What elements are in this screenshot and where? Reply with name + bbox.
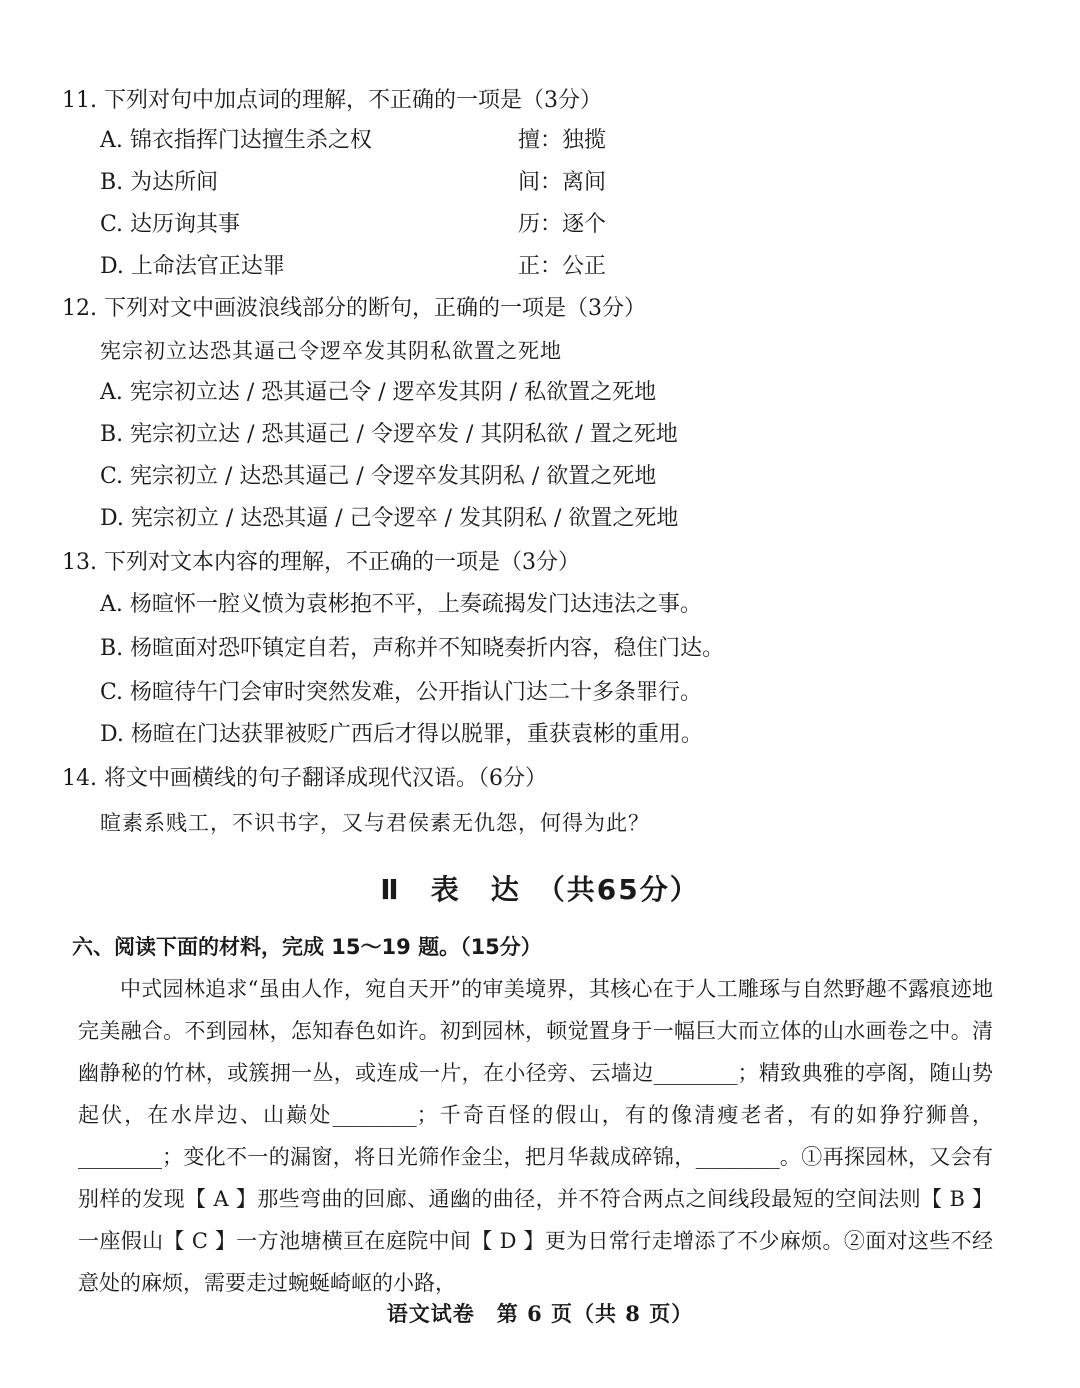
q11-option-d-answer: 正：公正 (518, 254, 607, 279)
part6-paragraph-text: 中式园林追求“虽由人作，宛自天开”的审美境界，其核心在于人工雕琢与自然野趣不露痕迹地完美融合。不到园林，怎知春色如许。初到园林，顿觉置身于一幅巨大而立体的山水画卷之中。清幽静秘的竹林，或簇拥一丛，或连成一片，在小径旁、云墙边________；精致典雅的亭阁，随山势起伏，在水岸边、山巅处________；千奇百怪的假山，有的像清瘦老者，有的如狰狞狮兽，________；变化不一的漏窗，将日光筛作金尘，把月华裁成碎锦，________。①再探园林，又会有别样的发现【 A 】那些弯曲的回廊、通幽的曲径，并不符合两点之间线段最短的空间法则【 B 】一座假山【 C 】一方池塘横亘在庭院中间【 D 】更为日常行走增添了不少麻烦。②面对这些不经意处的麻烦，需要走过蜿蜒崎岖的小路， (78, 977, 993, 1295)
q14-stem: 14. 将文中画横线的句子翻译成现代汉语。（6分） (62, 766, 547, 791)
q13-stem: 13. 下列对文本内容的理解，不正确的一项是（3分） (62, 550, 580, 575)
q12-passage: 宪宗初立达恐其逼己令逻卒发其阴私欲置之死地 (100, 339, 562, 363)
part6-paragraph (78, 968, 993, 1304)
q11-option-c-answer: 历：逐个 (518, 212, 607, 237)
q11-option-a: A. 锦衣指挥门达擅生杀之权 (100, 128, 372, 153)
q13-option-d: D. 杨暄在门达获罪被贬广西后才得以脱罪，重获袁彬的重用。 (100, 722, 703, 747)
q12-option-b: B. 宪宗初立达 / 恐其逼己 / 令逻卒发 / 其阴私欲 / 置之死地 (100, 422, 678, 447)
q11-option-b: B. 为达所间 (100, 170, 219, 195)
q12-option-a: A. 宪宗初立达 / 恐其逼己令 / 逻卒发其阴 / 私欲置之死地 (100, 380, 657, 405)
q12-option-d: D. 宪宗初立 / 达恐其逼 / 己令逻卒 / 发其阴私 / 欲置之死地 (100, 506, 679, 531)
q13-option-c: C. 杨暄待午门会审时突然发难，公开指认门达二十多条罪行。 (100, 680, 703, 705)
section-title: Ⅱ 表 达 （共65分） (380, 873, 700, 906)
q11-stem: 11. 下列对句中加点词的理解，不正确的一项是（3分） (62, 88, 602, 113)
q11-option-a-answer: 擅：独揽 (518, 128, 607, 153)
page-footer: 语文试卷 第 6 页（共 8 页） (386, 1301, 694, 1326)
q12-option-c: C. 宪宗初立 / 达恐其逼己 / 令逻卒发其阴私 / 欲置之死地 (100, 464, 657, 489)
q11-option-b-answer: 间：离间 (518, 170, 607, 195)
q11-option-c: C. 达历询其事 (100, 212, 241, 237)
q13-option-b: B. 杨暄面对恐吓镇定自若，声称并不知晓奏折内容，稳住门达。 (100, 636, 725, 661)
part6-heading: 六、阅读下面的材料，完成 15～19 题。（15分） (72, 935, 542, 959)
q12-stem: 12. 下列对文中画波浪线部分的断句，正确的一项是（3分） (62, 296, 646, 321)
q14-passage: 暄素系贱工，不识书字，又与君侯素无仇怨，何得为此？ (100, 811, 650, 835)
q13-option-a: A. 杨暄怀一腔义愤为袁彬抱不平，上奏疏揭发门达违法之事。 (100, 592, 702, 617)
q11-option-d: D. 上命法官正达罪 (100, 254, 285, 279)
